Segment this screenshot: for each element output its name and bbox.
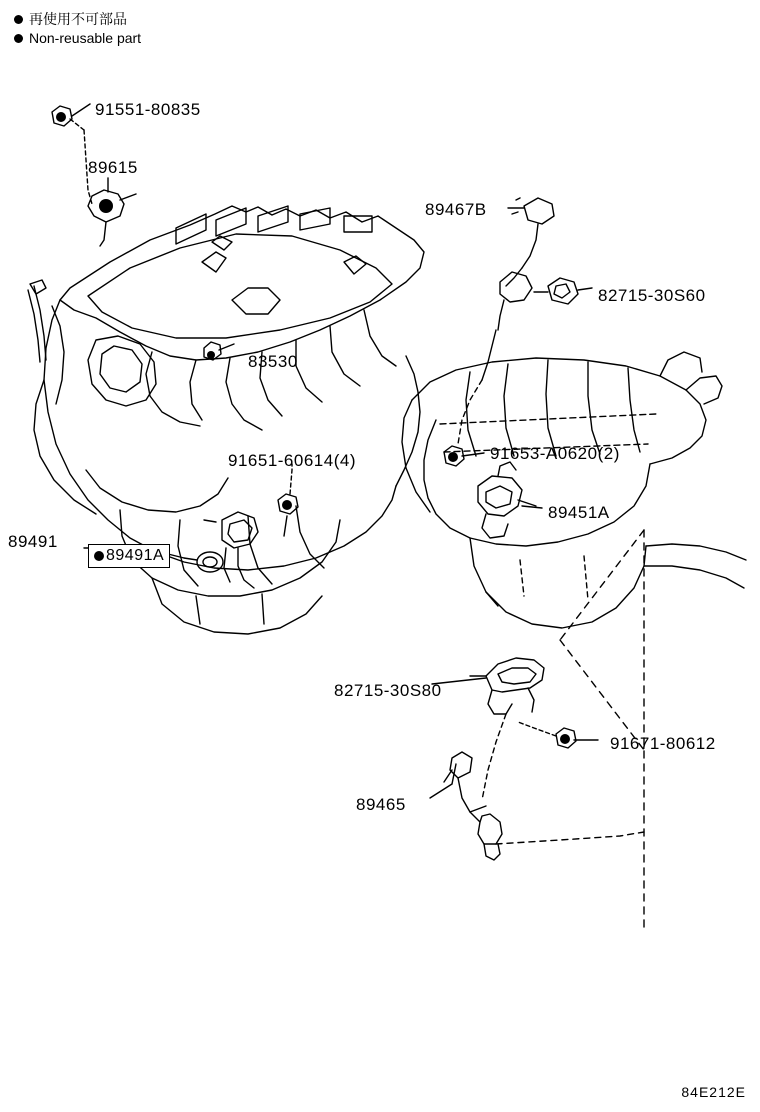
callout-label: 91651-60614(4) <box>228 451 356 470</box>
legend-label-japanese: 再使用不可部品 <box>29 11 127 27</box>
callout-label: 89491 <box>8 532 58 551</box>
callout-83530 <box>248 352 298 372</box>
callout-label: 89491A <box>106 547 165 564</box>
callout-label: 89465 <box>356 795 406 814</box>
callout-label: 91671-80612 <box>610 734 716 753</box>
callout-89451a <box>548 503 610 523</box>
callout-label: 82715-30S80 <box>334 681 442 700</box>
callout-label: 82715-30S60 <box>598 286 706 305</box>
callout-91671-80612 <box>610 734 716 754</box>
callout-89465 <box>356 795 406 815</box>
callout-89467b <box>425 200 487 220</box>
callout-89615 <box>88 158 138 178</box>
non-reusable-dot-icon <box>94 551 104 561</box>
figure-code: 84E212E <box>681 1084 746 1100</box>
callout-label: 89451A <box>548 503 610 522</box>
callout-label: 83530 <box>248 352 298 371</box>
callout-89491a <box>88 544 170 568</box>
legend-label-english: Non-reusable part <box>29 29 142 46</box>
callout-label: 89467B <box>425 200 487 219</box>
callout-91651-60614 <box>228 451 356 471</box>
callout-82715-30s80 <box>334 681 442 701</box>
callout-91551-80835 <box>95 100 201 120</box>
callout-label: 91551-80835 <box>95 100 201 119</box>
callout-89491 <box>8 532 58 552</box>
callout-label: 89615 <box>88 158 138 177</box>
callout-82715-30s60 <box>598 286 706 306</box>
callout-91653-a0620 <box>490 444 620 464</box>
callout-label: 91653-A0620(2) <box>490 444 620 463</box>
